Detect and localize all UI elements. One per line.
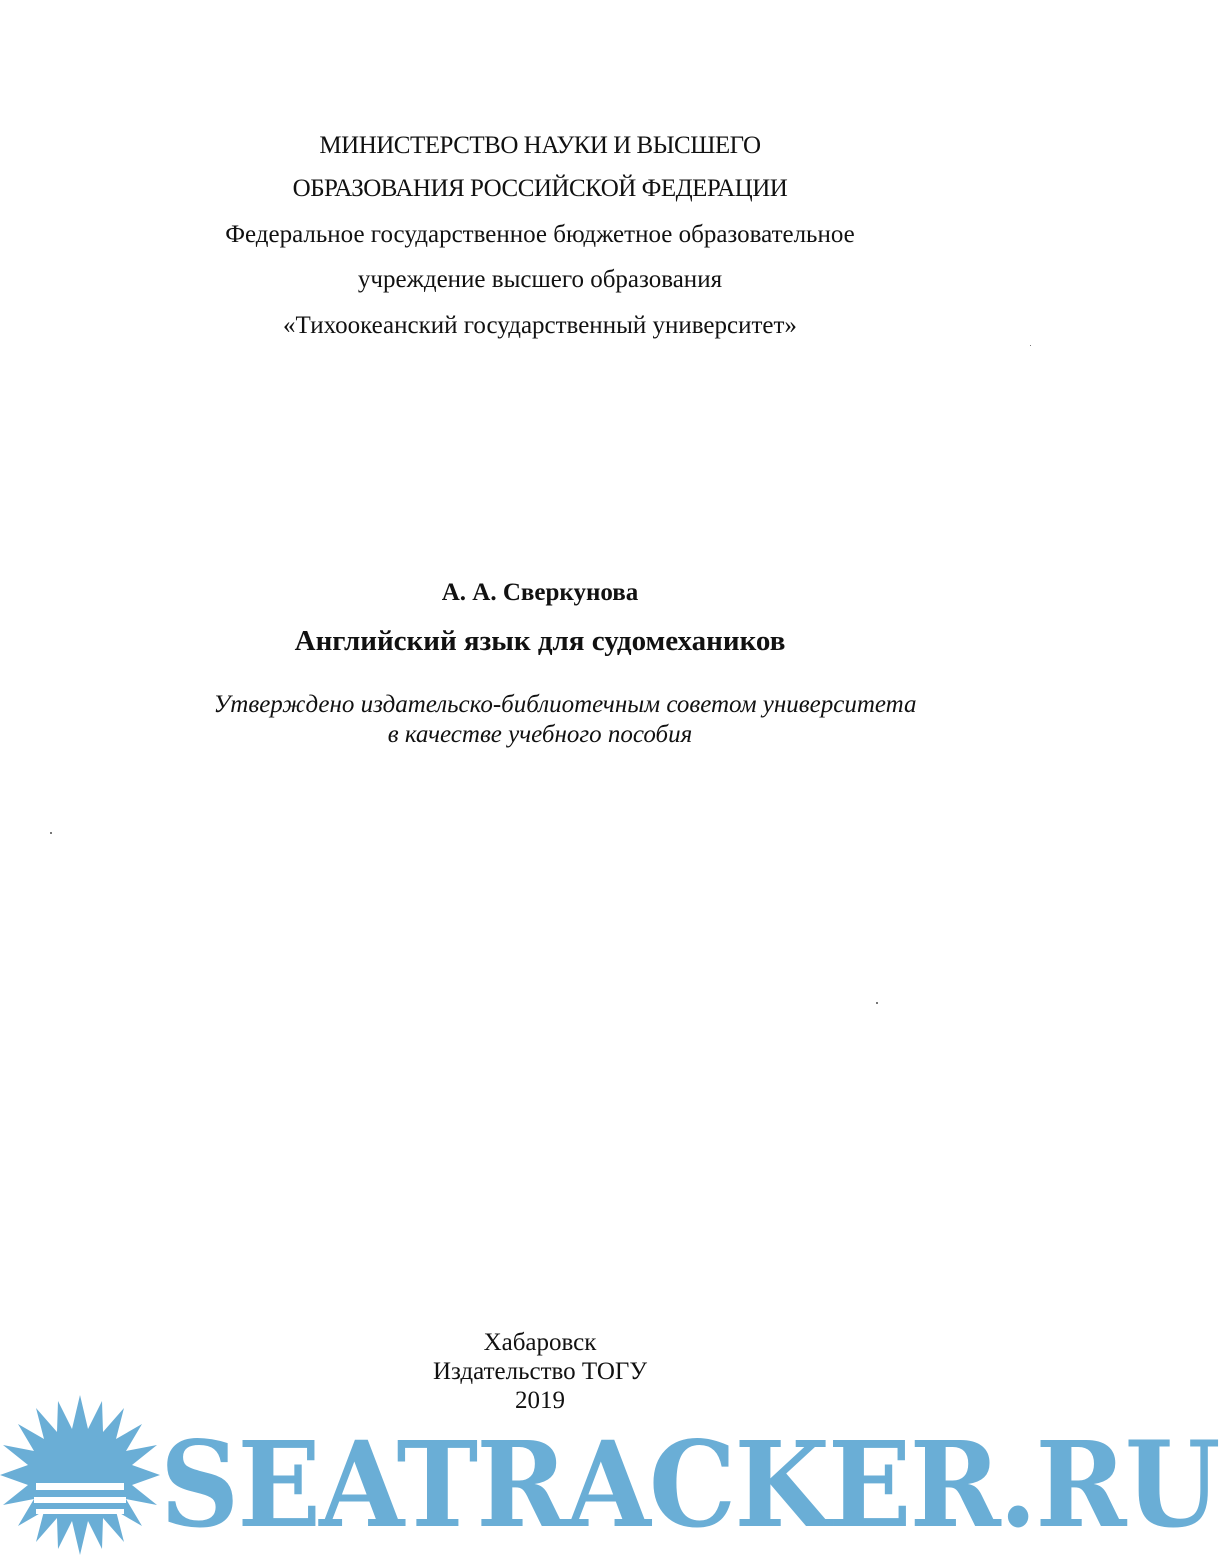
city: Хабаровск — [483, 1329, 597, 1356]
year: 2019 — [515, 1387, 565, 1414]
ministry-line-1: МИНИСТЕРСТВО НАУКИ И ВЫСШЕГО — [319, 132, 761, 159]
approval-line-2: в качестве учебного пособия — [387, 721, 693, 748]
institution-line-2: учреждение высшего образования — [357, 266, 723, 293]
author-name: А. А. Сверкунова — [441, 579, 639, 606]
scan-speck — [1030, 345, 1031, 346]
scan-speck — [50, 832, 52, 834]
ministry-line-2: ОБРАЗОВАНИЯ РОССИЙСКОЙ ФЕДЕРАЦИИ — [292, 175, 788, 202]
sun-logo-icon — [0, 1395, 160, 1555]
book-title: Английский язык для судомехаников — [294, 625, 786, 657]
institution-line-1: Федеральное государственное бюджетное образовательное — [225, 221, 855, 248]
approval-line-1: Утверждено издательско-библиотечным советом университета — [213, 691, 917, 718]
university-name: «Тихоокеанский государственный университет» — [283, 312, 797, 339]
publisher: Издательство ТОГУ — [432, 1358, 648, 1385]
watermark-text: SEATRACKER.RU — [160, 1415, 1219, 1554]
scan-speck — [876, 1002, 878, 1004]
